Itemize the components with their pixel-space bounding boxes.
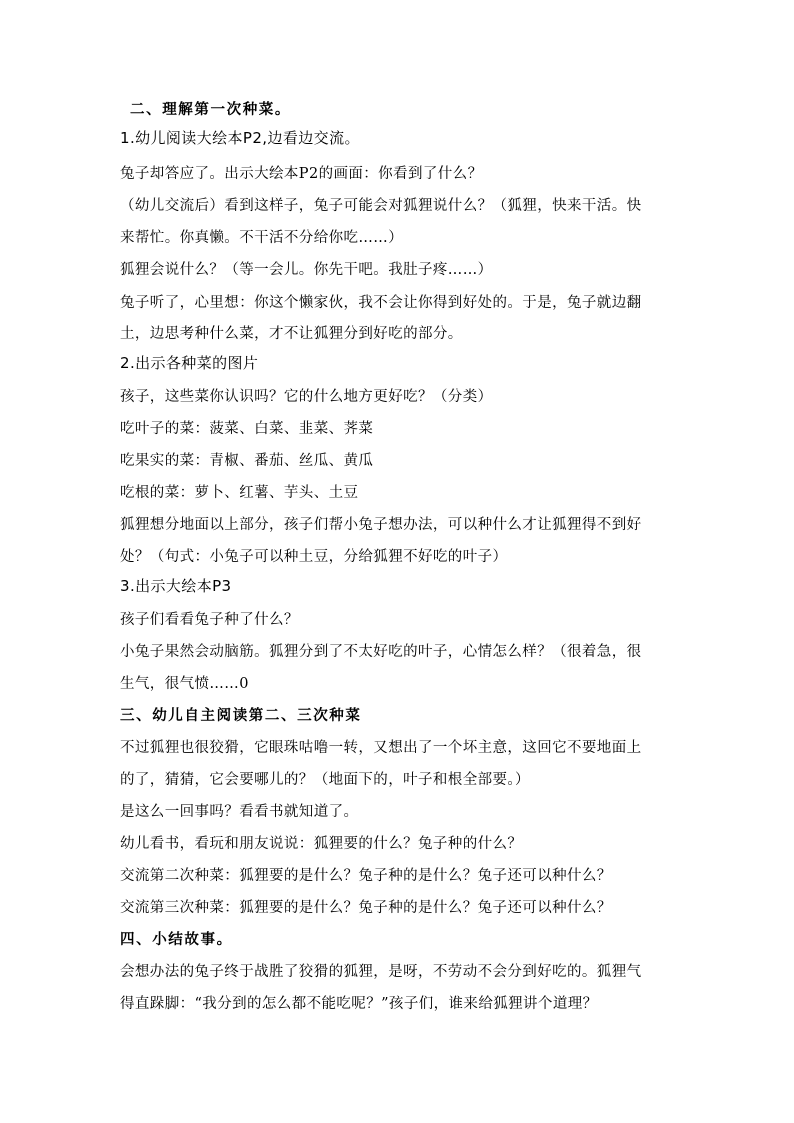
paragraph-line: 是这么一回事吗？看看书就知道了。: [120, 804, 359, 820]
paragraph-line: 生气，很气愤……0: [120, 676, 249, 692]
paragraph-line: 吃叶子的菜：菠菜、白菜、韭菜、荠菜: [120, 421, 374, 437]
paragraph-line: 吃果实的菜：青椒、番茄、丝瓜、黄瓜: [120, 453, 374, 469]
paragraph-line: 会想办法的兔子终于战胜了狡猾的狐狸，是呀，不劳动不会分到好吃的。狐狸气: [120, 964, 642, 980]
paragraph-line: 孩子，这些菜你认识吗？它的什么地方更好吃？（分类）: [120, 389, 493, 405]
subheading-2: 2.出示各种菜的图片: [120, 354, 259, 372]
paragraph-line: 幼儿看书，看玩和朋友说说：狐狸要的什么？兔子种的什么？: [120, 836, 523, 852]
subheading-3: 3.出示大绘本P3: [120, 577, 232, 595]
paragraph-line: （幼儿交流后）看到这样子，兔子可能会对狐狸说什么？（狐狸，快来干活。快: [120, 198, 642, 214]
paragraph-line: 交流第二次种菜：狐狸要的是什么？兔子种的是什么？兔子还可以种什么？: [120, 868, 612, 884]
paragraph-line: 狐狸会说什么？（等一会儿。你先干吧。我肚子疼……）: [120, 262, 493, 278]
paragraph-line: 小兔子果然会动脑筋。狐狸分到了不太好吃的叶子，心情怎么样？（很着急，很: [120, 644, 642, 660]
paragraph-line: 狐狸想分地面以上部分，孩子们帮小兔子想办法，可以种什么才让狐狸得不到好: [120, 517, 642, 533]
paragraph-line: 不过狐狸也很狡猾，它眼珠咕噜一转，又想出了一个坏主意，这回它不要地面上: [120, 740, 642, 756]
paragraph-line: 土，边思考种什么菜，才不让狐狸分到好吃的部分。: [120, 326, 463, 342]
section-heading-2: 二、理解第一次种菜。: [130, 101, 291, 118]
paragraph-line: 兔子听了，心里想：你这个懒家伙，我不会让你得到好处的。于是，兔子就边翻: [120, 295, 642, 311]
paragraph-line: 得直跺脚：“我分到的怎么都不能吃呢？”孩子们，谁来给狐狸讲个道理？: [120, 996, 598, 1012]
paragraph-line: 的了，猜猜，它会要哪儿的？（地面下的，叶子和根全部要。）: [120, 772, 530, 788]
section-heading-4: 四、小结故事。: [120, 931, 233, 948]
paragraph-line: 吃根的菜：萝卜、红薯、芋头、土豆: [120, 485, 359, 501]
section-heading-3: 三、幼儿自主阅读第二、三次种菜: [120, 707, 362, 724]
paragraph-line: 处？（句式：小兔子可以种土豆，分给狐狸不好吃的叶子）: [120, 549, 508, 565]
paragraph-line: 交流第三次种菜：狐狸要的是什么？兔子种的是什么？兔子还可以种什么？: [120, 900, 612, 916]
paragraph-line: 孩子们看看兔子种了什么？: [120, 612, 299, 628]
subheading-1: 1.幼儿阅读大绘本P2,边看边交流。: [120, 129, 360, 147]
paragraph-line: 来帮忙。你真懒。不干活不分给你吃……）: [120, 230, 404, 246]
paragraph-line: 兔子却答应了。出示大绘本P2的画面：你看到了什么？: [120, 166, 483, 182]
